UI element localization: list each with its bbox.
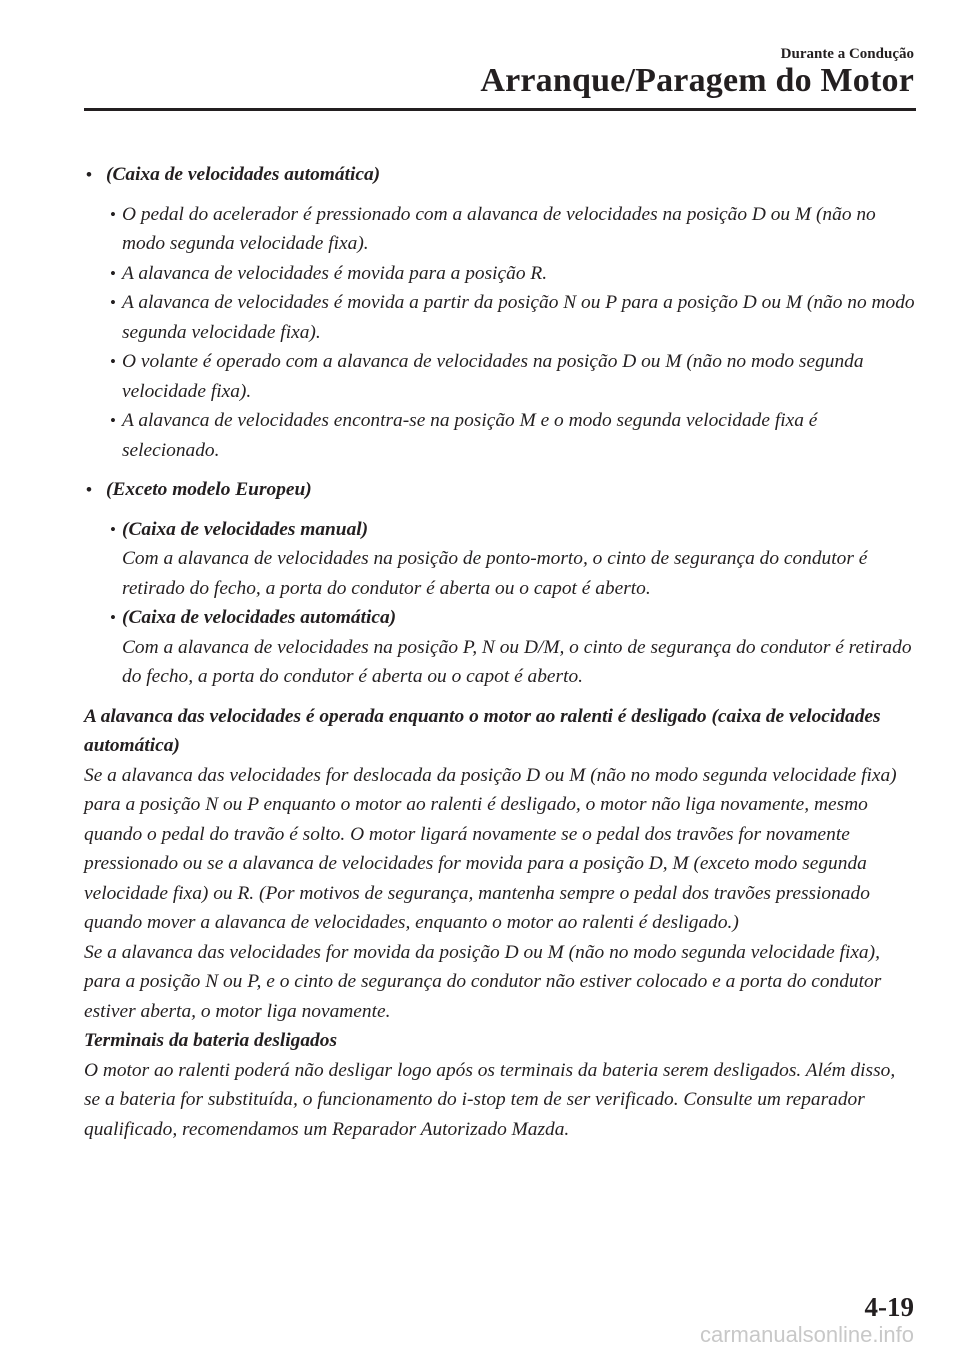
list-item: • A alavanca de velocidades é movida a partir da posição N ou P para a posição D ou M (não no modo segunda velocidade fixa). xyxy=(84,288,916,347)
page-title: Arranque/Paragem do Motor xyxy=(480,62,914,99)
sub-heading-manual: (Caixa de velocidades manual) xyxy=(122,518,369,540)
bullet-icon: • xyxy=(110,293,116,312)
paragraph: Se a alavanca das velocidades for deslocada da posição D ou M (não no modo segunda velocidade fixa) para a posição N ou P enquanto o motor ao ralenti é desligado, o motor não liga novamente, mesmo quando o pedal do travão é solto. O motor ligará novamente se o pedal dos travões for novamente pressionado ou se a alavanca de velocidades for movida para a posição D, M (exceto modo segunda velocidade fixa) ou R. (Por motivos de segurança, mantenha sempre o pedal dos travões pressionado quando mover a alavanca de velocidades, enquanto o motor ao ralenti é desligado.) xyxy=(84,764,897,933)
list-item-manual xyxy=(84,515,916,604)
section-label: Durante a Condução xyxy=(780,46,914,62)
page-number: 4-19 xyxy=(864,1292,914,1322)
list-item: • O volante é operado com a alavanca de velocidades na posição D ou M (não no modo segunda velocidade fixa). xyxy=(84,347,916,406)
footer-watermark: carmanualsonline.info xyxy=(699,1322,914,1347)
bullet-icon: • xyxy=(110,204,116,224)
list-item: • A alavanca de velocidades é movida para a posição R. xyxy=(84,259,916,289)
paragraph: Se a alavanca das velocidades for movida da posição D ou M (não no modo segunda velocidade fixa), para a posição N ou P, e o cinto de segurança do condutor não estiver colocado e a porta do condutor estiver aberta, o motor liga novamente. xyxy=(84,941,882,1022)
manual-text: Com a alavanca de velocidades na posição de ponto-morto, o cinto de segurança do condutor é retirado do fecho, a porta do condutor é aberta ou o capot é aberto. xyxy=(122,548,868,599)
header-divider xyxy=(84,108,916,111)
bullet-icon: • xyxy=(110,411,116,430)
section-heading-battery: Terminais da bateria desligados xyxy=(84,1030,337,1051)
list-item: • O pedal do acelerador é pressionado com a alavanca de velocidades na posição D ou M (não no modo segunda velocidade fixa). xyxy=(84,200,916,259)
bullet-icon: • xyxy=(110,352,116,371)
list-item: • A alavanca de velocidades encontra-se na posição M e o modo segunda velocidade fixa é selecionado. xyxy=(84,406,916,465)
list-heading-automatic: • (Caixa de velocidades automática) xyxy=(84,160,916,190)
list-heading-non-european: • (Exceto modelo Europeu) xyxy=(84,475,916,505)
automatic-text: Com a alavanca de velocidades na posição P, N ou D/M, o cinto de segurança do condutor é retirado do fecho, a porta do condutor é aberta ou o capot é aberto. xyxy=(122,636,912,687)
bullet-icon: • xyxy=(110,608,116,627)
bullet-icon: • xyxy=(86,480,92,499)
paragraph: O motor ao ralenti poderá não desligar logo após os terminais da bateria serem desligados. Além disso, se a bateria for substituída, o funcionamento do i-stop tem de ser verificado. Consulte um reparador qualificado, recomendamos um Reparador Autorizado Mazda. xyxy=(84,1059,896,1140)
sub-heading-automatic: (Caixa de velocidades automática) xyxy=(122,607,397,628)
list-item-automatic xyxy=(84,603,916,692)
section-heading-shift: A alavanca das velocidades é operada enquanto o motor ao ralenti é desligado (caixa de velocidades automática) xyxy=(84,705,881,756)
bullet-icon: • xyxy=(110,519,116,539)
page-content xyxy=(84,160,916,1144)
bullet-icon: • xyxy=(110,263,116,283)
bullet-icon: • xyxy=(86,165,92,184)
